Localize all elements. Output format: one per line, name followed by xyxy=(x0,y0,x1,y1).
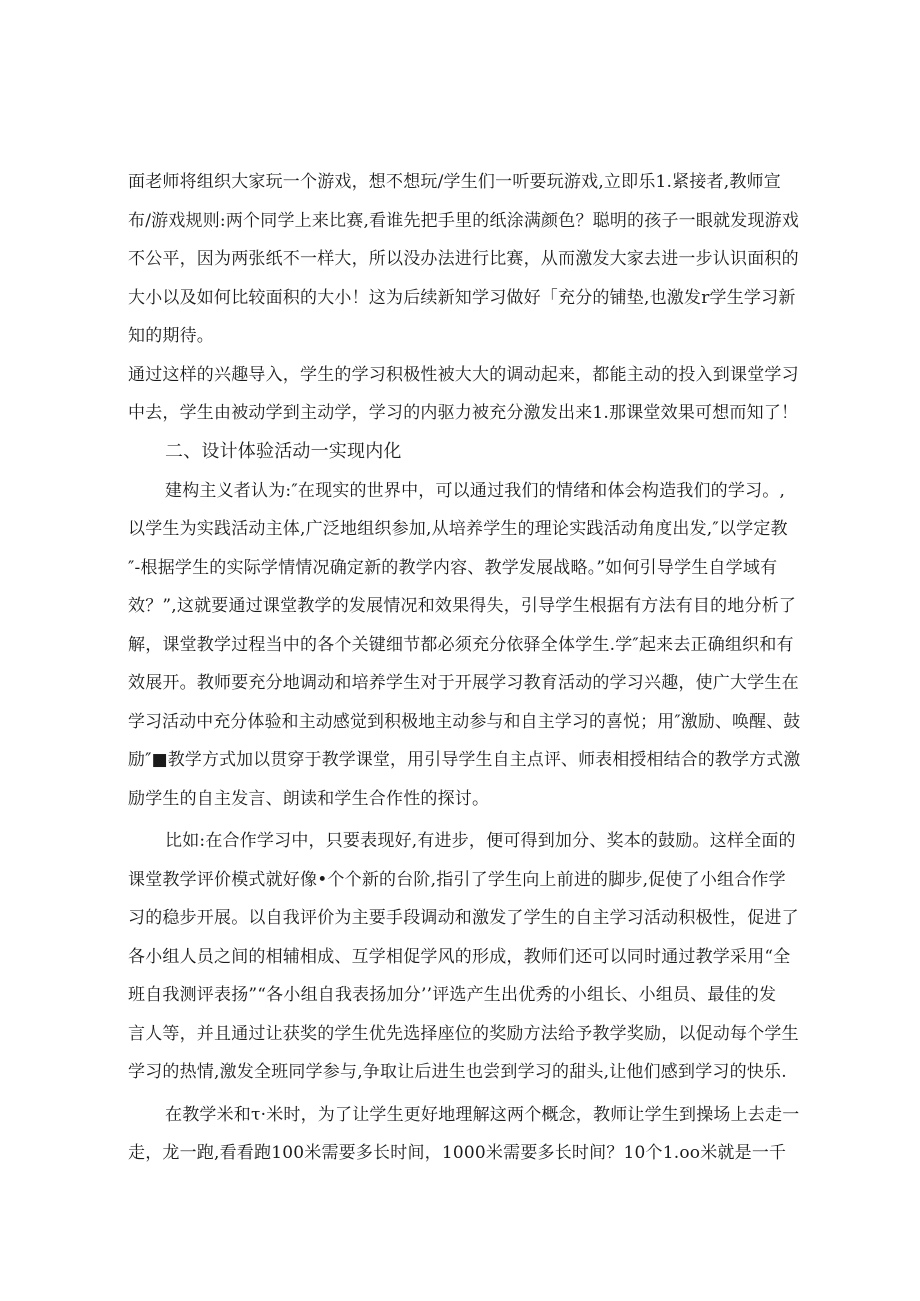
para2-line-1: 通过这样的兴趣导入，学生的学习积极性被大大的调动起来，都能主动的投入到课堂学习 xyxy=(128,365,799,385)
para3-line-1: 建构主义者认为:″在现实的世界中，可以通过我们的情绪和体会构造我们的学习。, xyxy=(165,481,786,501)
para3-line-5: 解，课堂教学过程当中的各个关键细节都必须充分依驿全体学生.学″起来去正确组织和有 xyxy=(128,635,794,655)
para3-line-3: ″-根据学生的实际学情情况确定新的教学内容、教学发展战略。”如何引导学生自学域有 xyxy=(128,558,778,578)
section-heading: 二、设计体验活动一实现内化 xyxy=(165,441,402,462)
para4-line-4: 各小组人员之间的相辅相成、互学相促学风的形成，教师们还可以同时通过教学采用“全 xyxy=(128,947,791,967)
para1-line-3: 不公平，因为两张纸不一样大，所以没办法进行比赛，从而激发大家去进一步认识面积的 xyxy=(128,249,799,269)
para2-line-2: 中去，学生由被动学到主动学，学习的内驱力被充分激发出来1.那课堂效果可想而知了！ xyxy=(128,403,799,423)
para4-line-7: 学习的热情,激发全班同学参与,争取让后进生也尝到学习的甜头,让他们感到学习的快乐. xyxy=(128,1062,787,1082)
para3-line-2: 以学生为实践活动主体,广泛地组织参加,从培养学生的理论实践活动角度出发,″以学定教 xyxy=(128,519,788,539)
para3-line-8: 励″■教学方式加以贯穿于教学课堂，用引导学生自主点评、师表相授相结合的教学方式激 xyxy=(128,750,801,770)
para1-line-1: 面老师将组织大家玩一个游戏，想不想玩/学生们一听要玩游戏,立即乐1.紧接者,教师宣 xyxy=(128,172,781,192)
para4-line-5: 班自我测评表扬”“各小组自我表扬加分’’评选产生出优秀的小组长、小组员、最佳的发 xyxy=(128,985,777,1005)
para3-line-6: 效展开。教师要充分地调动和培养学生对于开展学习教育活动的学习兴趣，使广大学生在 xyxy=(128,673,799,693)
para5-line-2: 走，龙一跑,看看跑100米需要多长时间，1000米需要多长时间？10个1.oo米就是一千 xyxy=(128,1143,787,1163)
para1-line-4: 大小以及如何比较面积的大小！这为后续新知学习做好「充分的铺垫,也激发r学生学习新 xyxy=(128,288,796,308)
para3-line-4: 效？”,这就要通过课堂教学的发展情况和效果得失，引导学生根据有方法有目的地分析了 xyxy=(128,596,797,616)
para3-line-9: 励学生的自主发言、朗读和学生合作性的探讨。 xyxy=(128,789,490,809)
para3-line-7: 学习活动中充分体验和主动感觉到积极地主动参与和自主学习的喜悦；用″激励、唤醒、鼓 xyxy=(128,712,801,732)
para4-line-3: 习的稳步开展。以自我评价为主要手段调动和激发了学生的自主学习活动积极性，促进了 xyxy=(128,908,799,928)
para4-line-6: 言人等，并且通过让获奖的学生优先选择座位的奖励方法给予教学奖励，以促动每个学生 xyxy=(128,1024,799,1044)
para1-line-2: 布/游戏规则:两个同学上来比赛,看谁先把手里的纸涂满颜色？聪明的孩子一眼就发现游戏 xyxy=(128,211,800,231)
para4-line-1: 比如:在合作学习中，只要表现好,有进步，便可得到加分、奖本的鼓励。这样全面的 xyxy=(165,831,796,851)
para1-line-5: 知的期待。 xyxy=(128,326,214,346)
para5-line-1: 在教学米和τ·米时，为了让学生更好地理解这两个概念，教师让学生到操场上去走一 xyxy=(165,1105,800,1125)
para4-line-2: 课堂教学评价模式就好像•个个新的台阶,指引了学生向上前进的脚步,促使了小组合作学 xyxy=(128,870,786,890)
